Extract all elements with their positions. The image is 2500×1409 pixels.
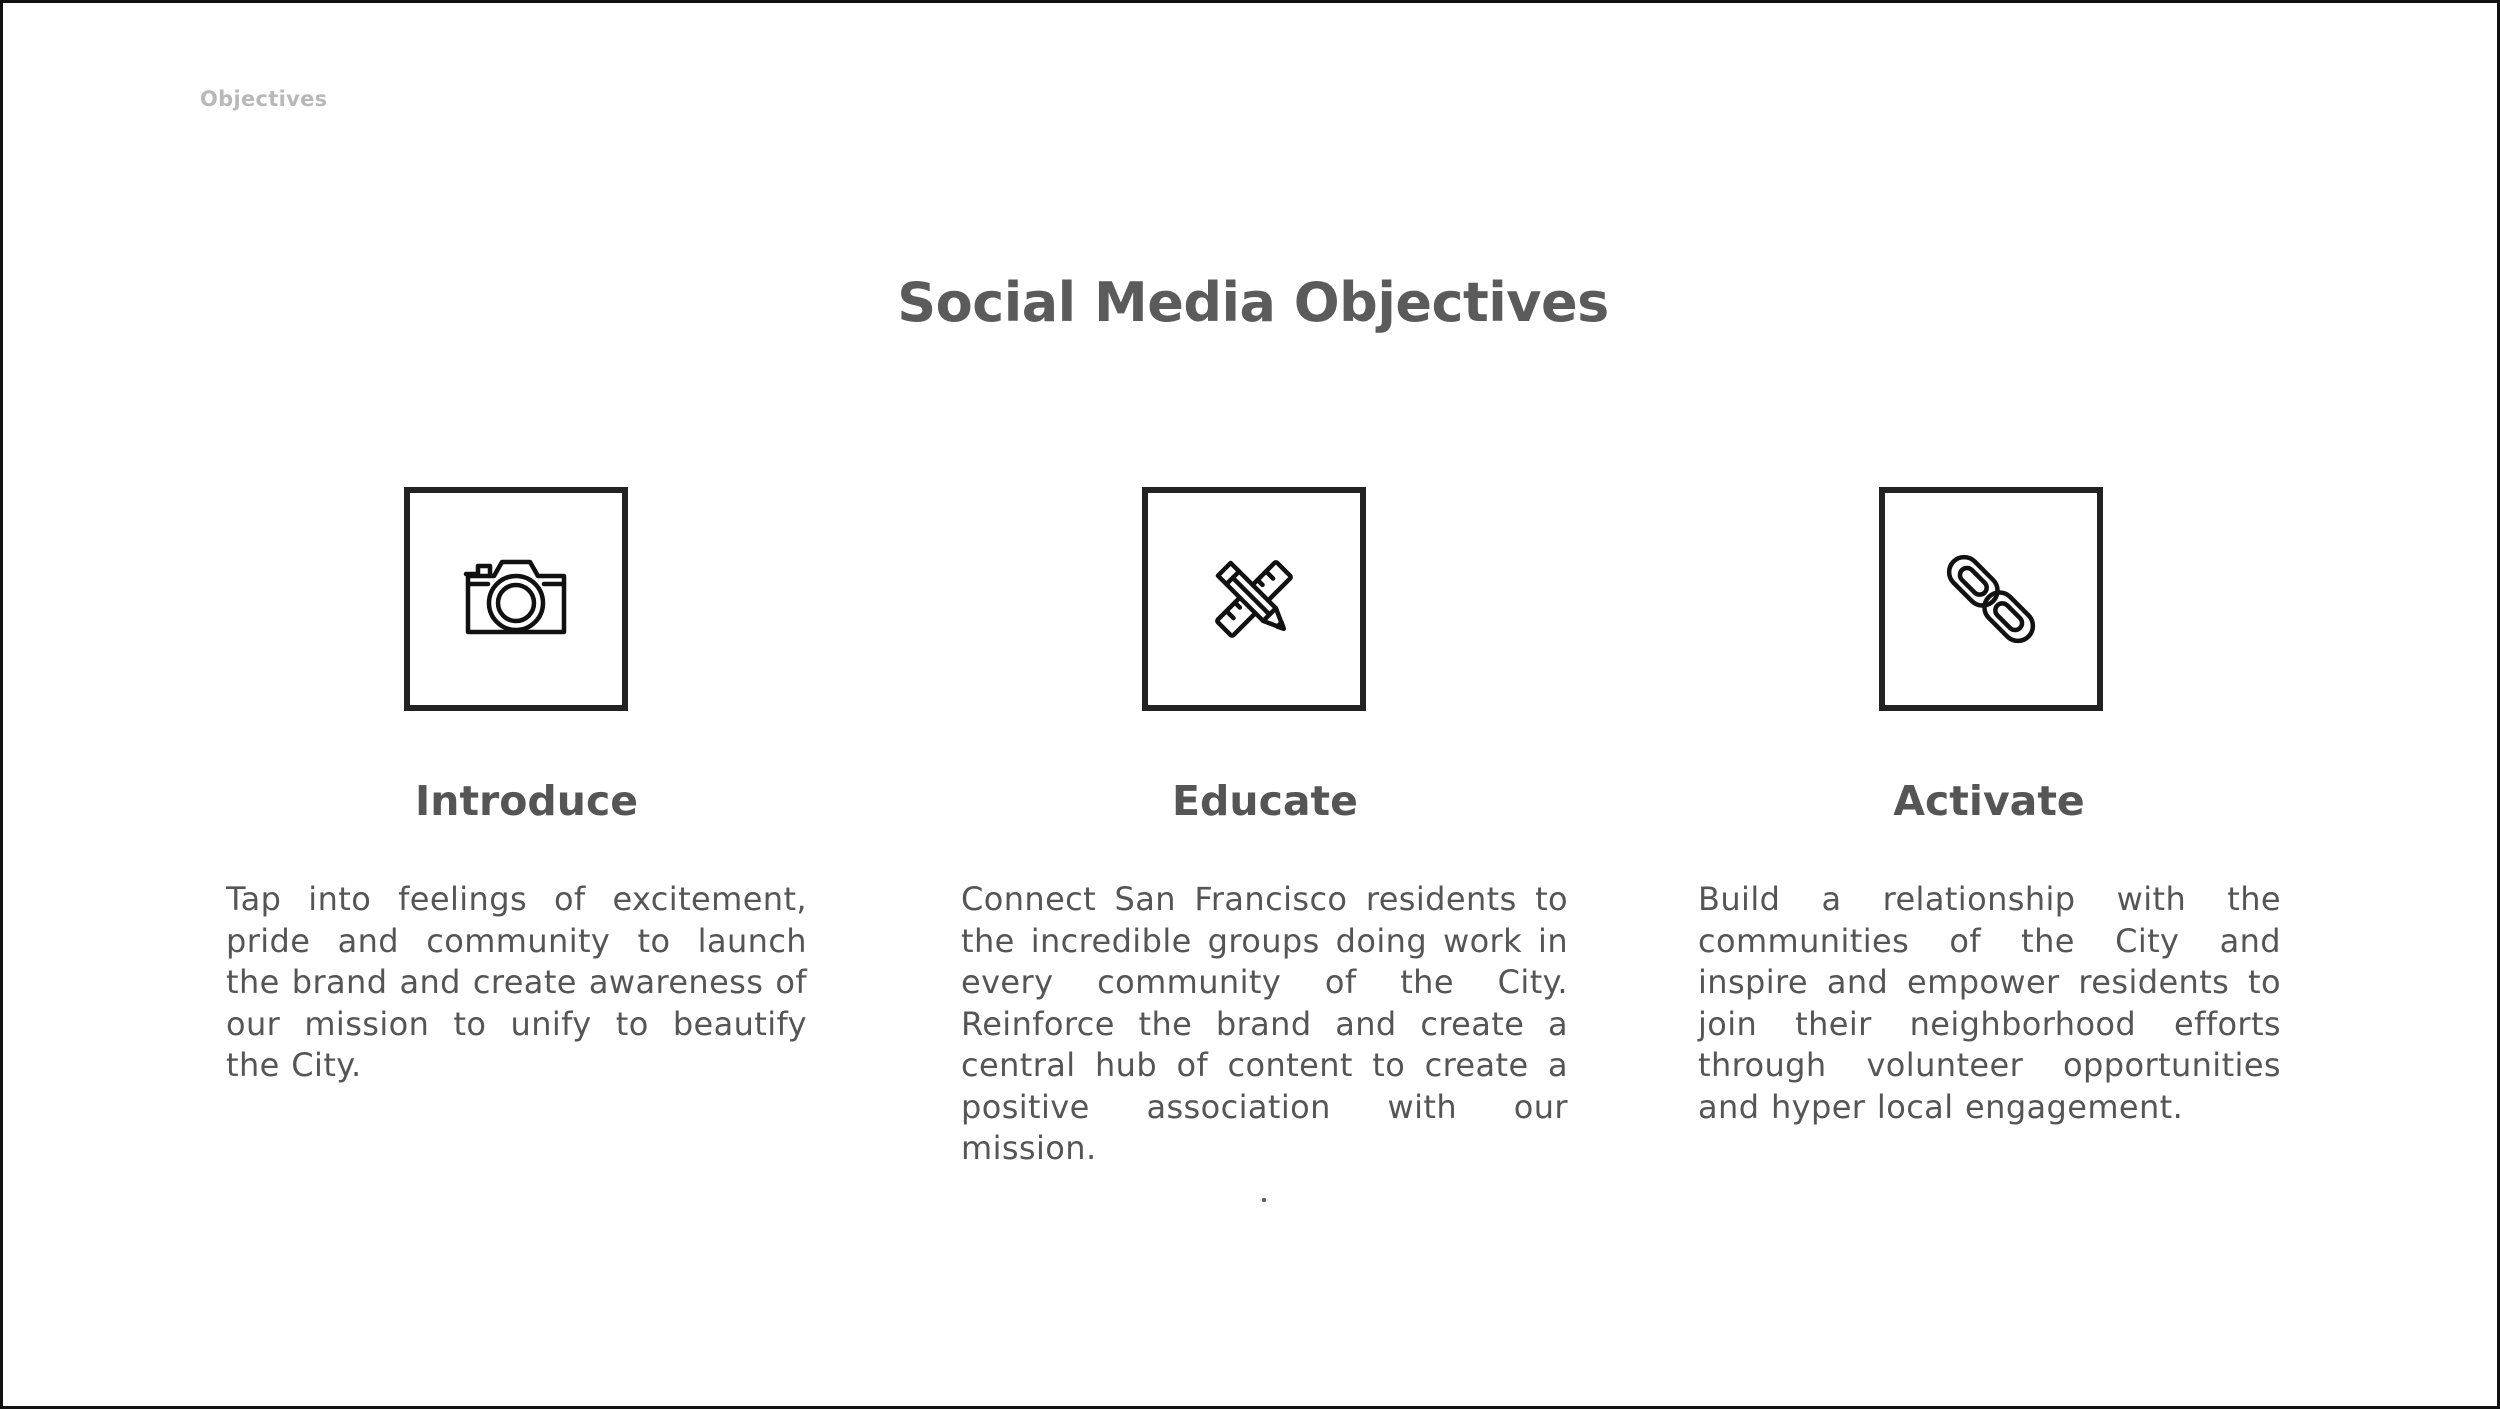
section-label: Objectives	[200, 87, 328, 111]
activate-text: Build a relationship with the communities of the City and inspire and empower residents to join their neighborhood efforts through volunteer opportunities and hyper local engagement.	[1698, 880, 2281, 1126]
educate-icon-box	[1142, 487, 1366, 711]
slide-title: Social Media Objectives	[897, 271, 1609, 334]
educate-heading: Educate	[1172, 777, 1358, 825]
introduce-text: Tap into feelings of excitement, pride and community to launch the brand and create awareness of our mission to unify to beautify the City.	[226, 880, 807, 1084]
chain-link-icon	[1936, 544, 2046, 654]
camera-icon	[460, 554, 572, 644]
introduce-icon-box	[404, 487, 628, 711]
introduce-heading: Introduce	[415, 777, 639, 825]
activate-heading: Activate	[1893, 777, 2085, 825]
pencil-ruler-icon	[1206, 551, 1302, 647]
activate-icon-box	[1879, 487, 2103, 711]
footnote-dot	[1262, 1198, 1266, 1202]
educate-text: Connect San Francisco residents to the incredible groups doing work in every community of the City. Reinforce the brand and create a central hub of content to create a positive association with our mission.	[961, 880, 1568, 1167]
